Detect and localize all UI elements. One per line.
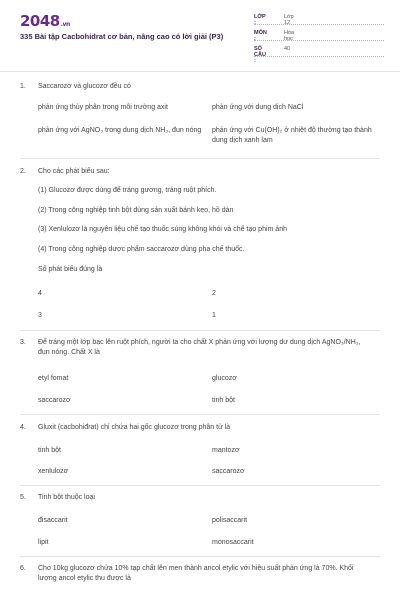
question-stem: Cho các phát biểu sau: xyxy=(38,168,110,175)
answer-option[interactable]: polisaccarit xyxy=(212,517,248,524)
statement: (4) Trong công nghiệp dược phẩm saccarozơ dùng pha chế thuốc. xyxy=(38,246,245,253)
meta-label: LỚP : xyxy=(254,14,266,26)
question-separator xyxy=(20,330,380,331)
question-separator xyxy=(20,414,380,415)
header-divider xyxy=(0,71,400,72)
meta-divider xyxy=(254,56,384,57)
answer-option[interactable]: mantozơ xyxy=(212,447,240,454)
question-prompt: Số phát biểu đúng là xyxy=(38,266,103,273)
meta-value: 40 xyxy=(284,46,291,52)
question-stem: Tinh bột thuộc loại xyxy=(38,494,95,501)
question-separator xyxy=(20,158,380,159)
meta-label: SỐ CÂU : xyxy=(254,46,266,64)
answer-option[interactable]: 2 xyxy=(212,290,216,297)
question-number: 3. xyxy=(20,339,26,346)
answer-option[interactable]: tinh bột xyxy=(212,397,235,404)
site-logo[interactable] xyxy=(20,12,70,30)
answer-option[interactable]: 4 xyxy=(38,290,42,297)
question-stem: Để tráng một lớp bạc lên ruột phích, người ta cho chất X phản ứng với lượng dư dung dịch AgNO₃/NH₃, đun nóng. Chất X là xyxy=(38,339,361,356)
question-separator xyxy=(20,556,380,557)
meta-divider xyxy=(254,40,384,41)
question-number: 1. xyxy=(20,83,26,90)
answer-option[interactable]: etyl fomat xyxy=(38,375,69,382)
question-stem: Cho 10kg glucozơ chứa 10% tạp chất lên men thành ancol etylic với hiệu suất phản ứng là 70%. Khối lượng ancol etylic thu được là xyxy=(38,565,354,582)
meta-value: Hóa học xyxy=(284,30,295,42)
meta-label: MÔN : xyxy=(254,30,267,42)
answer-option[interactable]: phản ứng với AgNO₃ trong dung dịch NH₃, đun nóng xyxy=(38,127,202,134)
statement: (2) Trong công nghiệp tinh bột dùng sản xuất bánh kẹo, hồ dán xyxy=(38,207,234,214)
answer-option[interactable]: 1 xyxy=(212,312,216,319)
question-stem: Saccarozơ và glucozơ đều có xyxy=(38,83,131,90)
answer-option[interactable]: monosaccarit xyxy=(212,539,254,546)
question-number: 5. xyxy=(20,494,26,501)
statement: (3) Xenlulozơ là nguyên liệu chế tạo thuốc súng không khói và chế tạo phim ảnh xyxy=(38,226,287,233)
answer-option[interactable]: tinh bột xyxy=(38,447,61,454)
statement: (1) Glucozơ được dùng để tráng gương, tráng ruột phích. xyxy=(38,187,217,194)
meta-value: Lớp 12 xyxy=(284,14,294,26)
answer-option[interactable]: đisaccarit xyxy=(38,517,68,524)
answer-option[interactable]: phản ứng với dung dịch NaCl xyxy=(212,104,304,111)
question-stem: Gluxit (cacbohiđrat) chỉ chứa hai gốc glucozơ trong phân tử là xyxy=(38,424,231,431)
question-separator xyxy=(20,485,380,486)
document-header xyxy=(0,0,400,70)
answer-option[interactable]: phản ứng thủy phân trong môi trường axit xyxy=(38,104,168,111)
answer-option[interactable]: lipit xyxy=(38,539,49,546)
logo-text: 2048 xyxy=(20,12,60,30)
logo-suffix: .vn xyxy=(60,21,70,28)
meta-divider xyxy=(254,24,384,25)
question-number: 4. xyxy=(20,424,26,431)
answer-option[interactable]: phản ứng với Cu(OH)₂ ở nhiệt độ thường tạo thành dung dịch xanh lam xyxy=(212,127,372,144)
answer-option[interactable]: saccarozơ xyxy=(212,468,245,475)
answer-option[interactable]: 3 xyxy=(38,312,42,319)
document-title: 335 Bài tập Cacbohidrat cơ bản, nâng cao có lời giải (P3) xyxy=(20,32,224,41)
answer-option[interactable]: saccarozơ xyxy=(38,397,71,404)
answer-option[interactable]: glucozơ xyxy=(212,375,237,382)
answer-option[interactable]: xenlulozơ xyxy=(38,468,69,475)
question-number: 6. xyxy=(20,565,26,572)
question-number: 2. xyxy=(20,168,26,175)
